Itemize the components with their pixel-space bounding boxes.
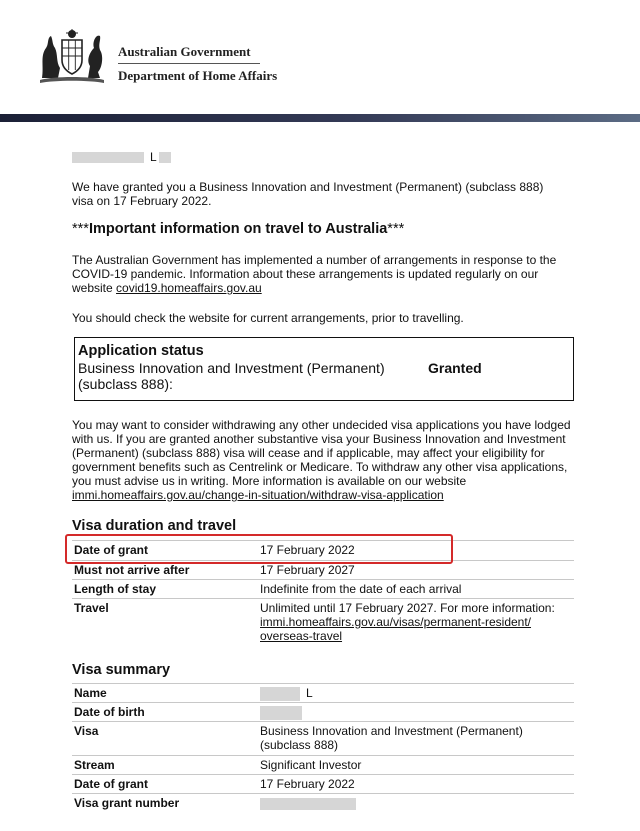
withdraw-text: You may want to consider withdrawing any other undecided visa applications you have lodged with us. If you are granted another substantive visa your Business Innovation and Investment (Permanent) (subclass 888) visa will cease and if applicable, may affect your eligibility for government benefits such as Centrelink or Medicare. To withdraw any other visa applications, you must advise us in writing. More information is available on our website (72, 418, 571, 488)
redacted-name (72, 152, 144, 163)
travel-link[interactable]: immi.homeaffairs.gov.au/visas/permanent-resident/ overseas-travel (260, 615, 532, 643)
application-status-title: Application status (78, 343, 204, 359)
row-label: Visa (74, 724, 99, 738)
table-row (72, 579, 574, 598)
row-value: 17 February 2027 (260, 563, 355, 577)
row-value (260, 601, 574, 643)
row-label: Date of grant (74, 543, 149, 557)
visa-summary-title: Visa summary (72, 662, 171, 678)
row-label: Length of stay (74, 582, 157, 596)
row-value (260, 796, 574, 810)
withdraw-paragraph (72, 418, 577, 502)
name-suffix: L (306, 686, 313, 700)
salutation (72, 150, 171, 164)
row-value: 17 February 2022 (260, 543, 355, 557)
row-label: Visa grant number (74, 796, 180, 810)
row-label: Date of grant (74, 777, 149, 791)
important-heading-text: Important information on travel to Australia (88, 221, 388, 237)
covid-text: The Australian Government has implemented a number of arrangements in response to the COVID-19 pandemic. Information about these arrangements is updated regularly on our website (72, 253, 557, 295)
row-value (260, 686, 574, 701)
stars-left: *** (72, 221, 89, 237)
status-visa-subclass: (subclass 888): (78, 376, 173, 392)
salutation-suffix: L (150, 150, 157, 164)
row-label: Date of birth (74, 705, 145, 719)
row-value: Significant Investor (260, 758, 362, 772)
highlight-box (65, 534, 453, 564)
government-name: Australian Government (118, 44, 251, 59)
redacted-value (260, 706, 302, 720)
table-row (72, 598, 574, 649)
table-row (72, 683, 574, 703)
stars-right: *** (387, 221, 405, 237)
department-name: Department of Home Affairs (118, 68, 278, 83)
header-band (0, 114, 640, 122)
status-value: Granted (428, 360, 482, 376)
table-row (72, 755, 574, 775)
row-value: 17 February 2022 (260, 777, 355, 791)
visa-duration-title: Visa duration and travel (72, 518, 237, 534)
application-status-box (74, 337, 574, 401)
check-paragraph: You should check the website for current arrangements, prior to travelling. (72, 311, 464, 325)
coat-of-arms-icon (34, 26, 110, 86)
redacted-value (260, 687, 300, 701)
table-row (72, 702, 574, 722)
row-label: Travel (74, 601, 109, 615)
travel-text: Unlimited until 17 February 2027. For more information: (260, 601, 555, 615)
application-status-row (78, 360, 570, 376)
status-visa-name: Business Innovation and Investment (Permanent) (78, 360, 385, 376)
important-heading (72, 222, 404, 236)
redacted-value (260, 798, 356, 810)
covid-link[interactable]: covid19.homeaffairs.gov.au (116, 281, 262, 295)
letterhead-divider (118, 63, 260, 64)
row-label: Must not arrive after (74, 563, 190, 577)
letterhead (0, 0, 640, 118)
withdraw-link[interactable]: immi.homeaffairs.gov.au/change-in-situation/withdraw-visa-application (72, 488, 444, 502)
covid-paragraph (72, 253, 572, 295)
row-label: Name (74, 686, 107, 700)
row-value: Indefinite from the date of each arrival (260, 582, 462, 596)
grant-paragraph: We have granted you a Business Innovation and Investment (Permanent) (subclass 888) visa on 17 February 2022. (72, 180, 544, 208)
row-value (260, 705, 574, 720)
redacted-name-end (159, 152, 171, 163)
table-row (72, 774, 574, 794)
table-row (72, 793, 574, 814)
row-label: Stream (74, 758, 115, 772)
table-row (72, 721, 574, 756)
row-value: Business Innovation and Investment (Permanent) (subclass 888) (260, 724, 523, 752)
